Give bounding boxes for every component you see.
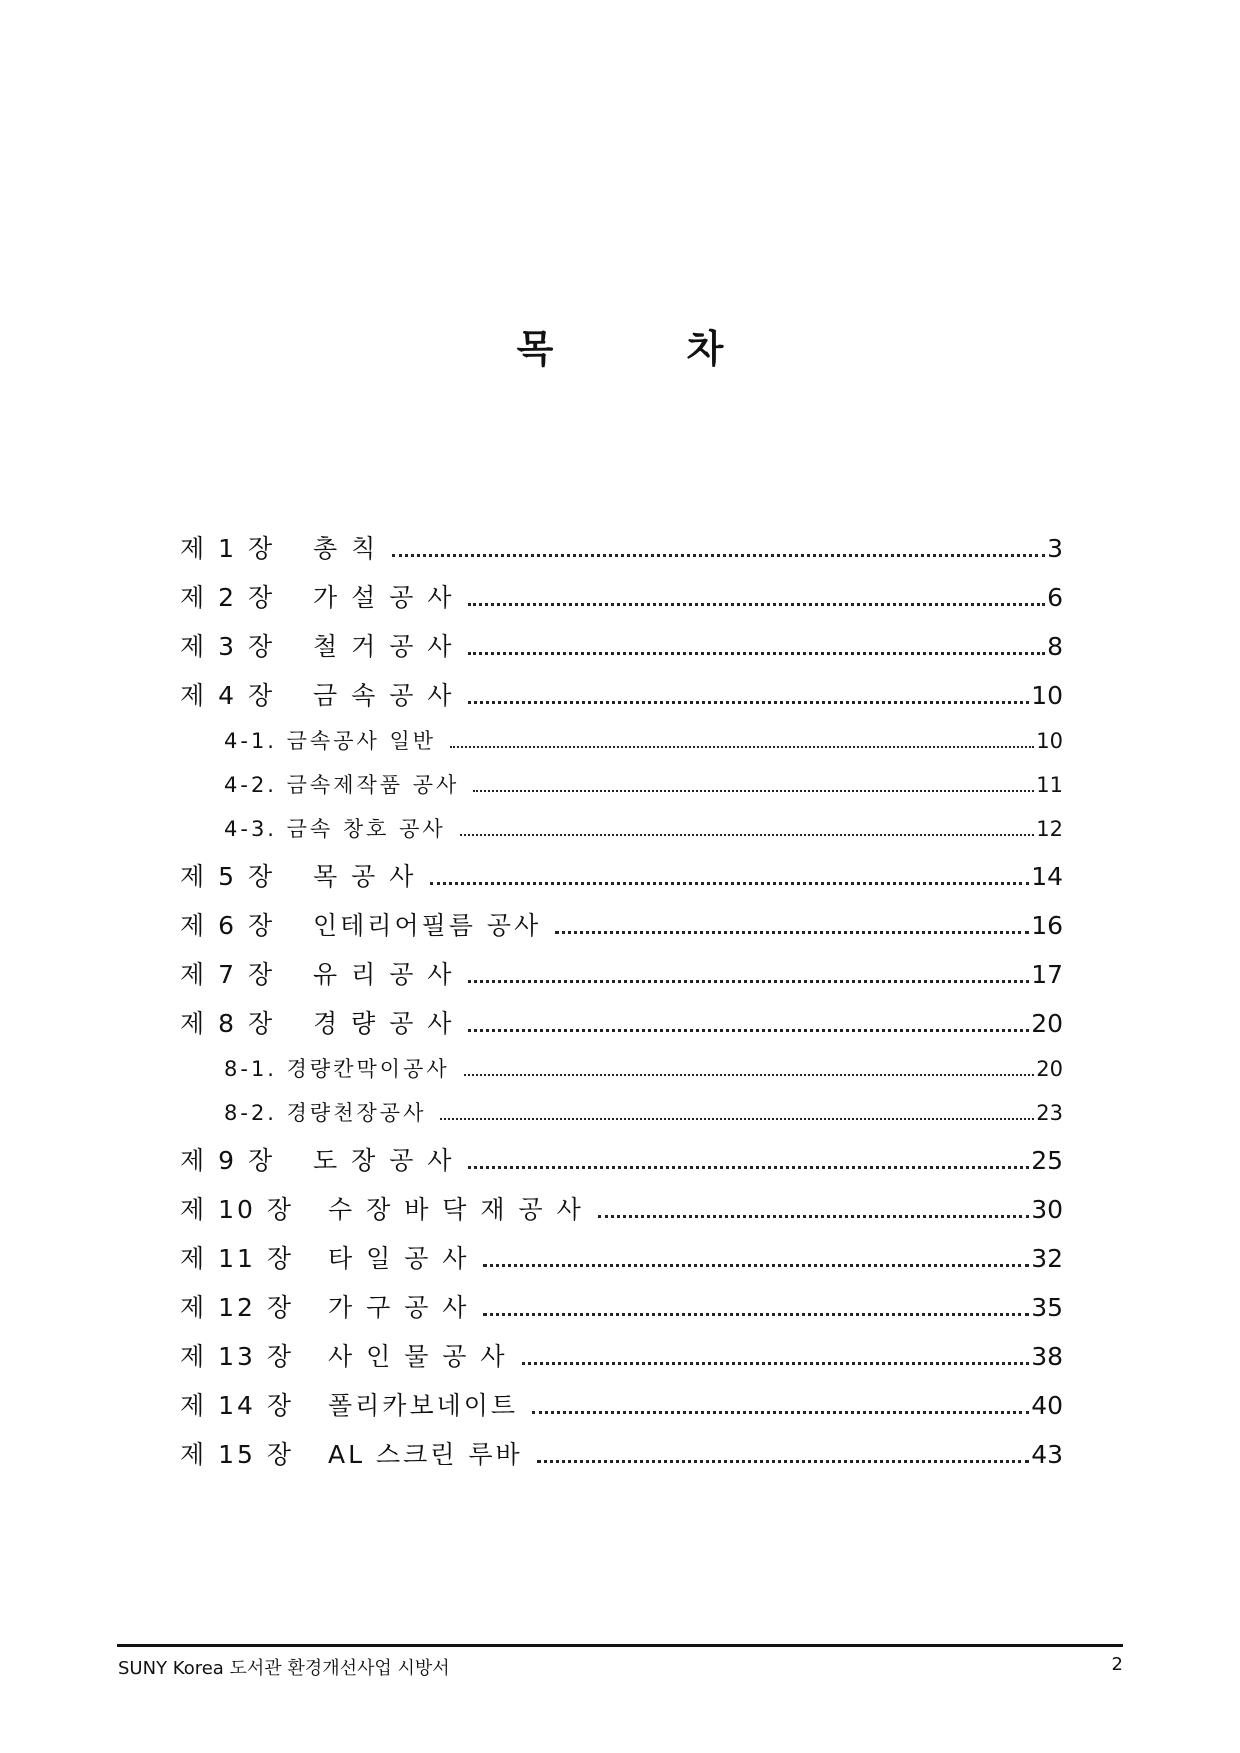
- toc-entry-title: 경 량 공 사: [313, 1009, 455, 1038]
- toc-chapter-number: 제 2 장: [180, 583, 276, 612]
- toc-entry-title: 사 인 물 공 사: [328, 1342, 508, 1371]
- toc-dot-leader: [464, 1073, 1035, 1076]
- footer-divider: [117, 1644, 1123, 1647]
- toc-page-number: 17: [1031, 960, 1063, 989]
- toc-chapter-entry: [180, 627, 1063, 676]
- toc-chapter-number: 제 6 장: [180, 911, 276, 940]
- toc-chapter-entry: [180, 1337, 1063, 1386]
- toc-dot-leader: [468, 1165, 1029, 1169]
- toc-chapter-entry: [180, 1004, 1063, 1053]
- toc-chapter-number: 제 7 장: [180, 960, 276, 989]
- toc-dot-leader: [598, 1214, 1029, 1218]
- toc-page-number: 32: [1031, 1244, 1063, 1273]
- toc-dot-leader: [392, 553, 1045, 557]
- toc-page-number: 30: [1031, 1195, 1063, 1224]
- toc-dot-leader: [537, 1459, 1030, 1463]
- toc-dot-leader: [483, 1263, 1029, 1267]
- toc-chapter-number: 제 11 장: [180, 1244, 295, 1273]
- toc-page-number: 10: [1036, 729, 1063, 753]
- toc-page-number: 40: [1031, 1391, 1063, 1420]
- toc-dot-leader: [473, 789, 1034, 792]
- toc-chapter-entry: [180, 676, 1063, 725]
- toc-chapter-entry: [180, 906, 1063, 955]
- toc-dot-leader: [468, 651, 1045, 655]
- toc-chapter-entry: [180, 955, 1063, 1004]
- toc-entry-title: 총 칙: [313, 534, 379, 563]
- toc-page-number: 35: [1031, 1293, 1063, 1322]
- toc-dot-leader: [430, 881, 1029, 885]
- toc-chapter-number: 제 5 장: [180, 862, 276, 891]
- toc-entry-title: 8-2. 경량천장공사: [224, 1101, 427, 1125]
- toc-chapter-entry: [180, 1288, 1063, 1337]
- toc-chapter-entry: [180, 1190, 1063, 1239]
- toc-chapter-number: 제 13 장: [180, 1342, 295, 1371]
- toc-entry-title: AL 스크린 루바: [328, 1440, 523, 1469]
- toc-entry-title: 가 구 공 사: [328, 1293, 470, 1322]
- toc-dot-leader: [460, 833, 1035, 836]
- toc-chapter-number: 제 15 장: [180, 1440, 295, 1469]
- toc-section-entry: [180, 1053, 1063, 1097]
- toc-dot-leader: [532, 1410, 1029, 1414]
- toc-dot-leader: [483, 1312, 1029, 1316]
- toc-entry-title: 타 일 공 사: [328, 1244, 470, 1273]
- toc-chapter-number: 제 8 장: [180, 1009, 276, 1038]
- toc-page-number: 16: [1031, 911, 1063, 940]
- toc-page-number: 20: [1036, 1057, 1063, 1081]
- toc-entry-title: 철 거 공 사: [313, 632, 455, 661]
- toc-chapter-number: 제 10 장: [180, 1195, 295, 1224]
- toc-page-number: 8: [1047, 632, 1063, 661]
- toc-dot-leader: [468, 602, 1045, 606]
- toc-dot-leader: [468, 979, 1029, 983]
- toc-chapter-entry: [180, 578, 1063, 627]
- page-title: 목 차: [516, 327, 784, 371]
- toc-entry-title: 4-3. 금속 창호 공사: [224, 817, 446, 841]
- toc-entry-title: 폴리카보네이트: [328, 1391, 519, 1420]
- toc-entry-title: 4-1. 금속공사 일반: [224, 729, 437, 753]
- toc-chapter-entry: [180, 1239, 1063, 1288]
- toc-page-number: 12: [1036, 817, 1063, 841]
- toc-entry-title: 금 속 공 사: [313, 681, 455, 710]
- footer-page-number: 2: [1111, 1654, 1123, 1675]
- toc-entry-title: 가 설 공 사: [313, 583, 455, 612]
- toc-entry-title: 유 리 공 사: [313, 960, 455, 989]
- toc-chapter-entry: [180, 857, 1063, 906]
- toc-page-number: 25: [1031, 1146, 1063, 1175]
- toc-section-entry: [180, 1097, 1063, 1141]
- toc-chapter-entry: [180, 1435, 1063, 1484]
- toc-section-entry: [180, 769, 1063, 813]
- toc-dot-leader: [450, 745, 1034, 748]
- toc-page-number: 14: [1031, 862, 1063, 891]
- toc-entry-title: 도 장 공 사: [313, 1146, 455, 1175]
- toc-entry-title: 목 공 사: [313, 862, 417, 891]
- toc-entry-title: 수 장 바 닥 재 공 사: [328, 1195, 584, 1224]
- toc-chapter-entry: [180, 1141, 1063, 1190]
- toc-page-number: 6: [1047, 583, 1063, 612]
- toc-chapter-number: 제 9 장: [180, 1146, 276, 1175]
- toc-page-number: 38: [1031, 1342, 1063, 1371]
- toc-page-number: 20: [1031, 1009, 1063, 1038]
- toc-page-number: 23: [1036, 1101, 1063, 1125]
- toc-dot-leader: [468, 1028, 1029, 1032]
- toc-section-entry: [180, 813, 1063, 857]
- footer-document-title: SUNY Korea 도서관 환경개선사업 시방서: [118, 1658, 450, 1679]
- toc-page-number: 3: [1047, 534, 1063, 563]
- table-of-contents: [180, 529, 1063, 1484]
- toc-chapter-number: 제 14 장: [180, 1391, 295, 1420]
- toc-chapter-number: 제 1 장: [180, 534, 276, 563]
- toc-chapter-number: 제 4 장: [180, 681, 276, 710]
- toc-entry-title: 8-1. 경량칸막이공사: [224, 1057, 450, 1081]
- toc-entry-title: 4-2. 금속제작품 공사: [224, 773, 460, 797]
- toc-chapter-entry: [180, 1386, 1063, 1435]
- toc-chapter-number: 제 12 장: [180, 1293, 295, 1322]
- toc-page-number: 10: [1031, 681, 1063, 710]
- toc-chapter-number: 제 3 장: [180, 632, 276, 661]
- toc-section-entry: [180, 725, 1063, 769]
- toc-dot-leader: [555, 930, 1029, 934]
- toc-dot-leader: [468, 700, 1029, 704]
- toc-dot-leader: [522, 1361, 1030, 1365]
- toc-dot-leader: [440, 1117, 1034, 1120]
- toc-page-number: 11: [1036, 773, 1063, 797]
- toc-entry-title: 인테리어필름 공사: [313, 911, 542, 940]
- toc-chapter-entry: [180, 529, 1063, 578]
- toc-page-number: 43: [1031, 1440, 1063, 1469]
